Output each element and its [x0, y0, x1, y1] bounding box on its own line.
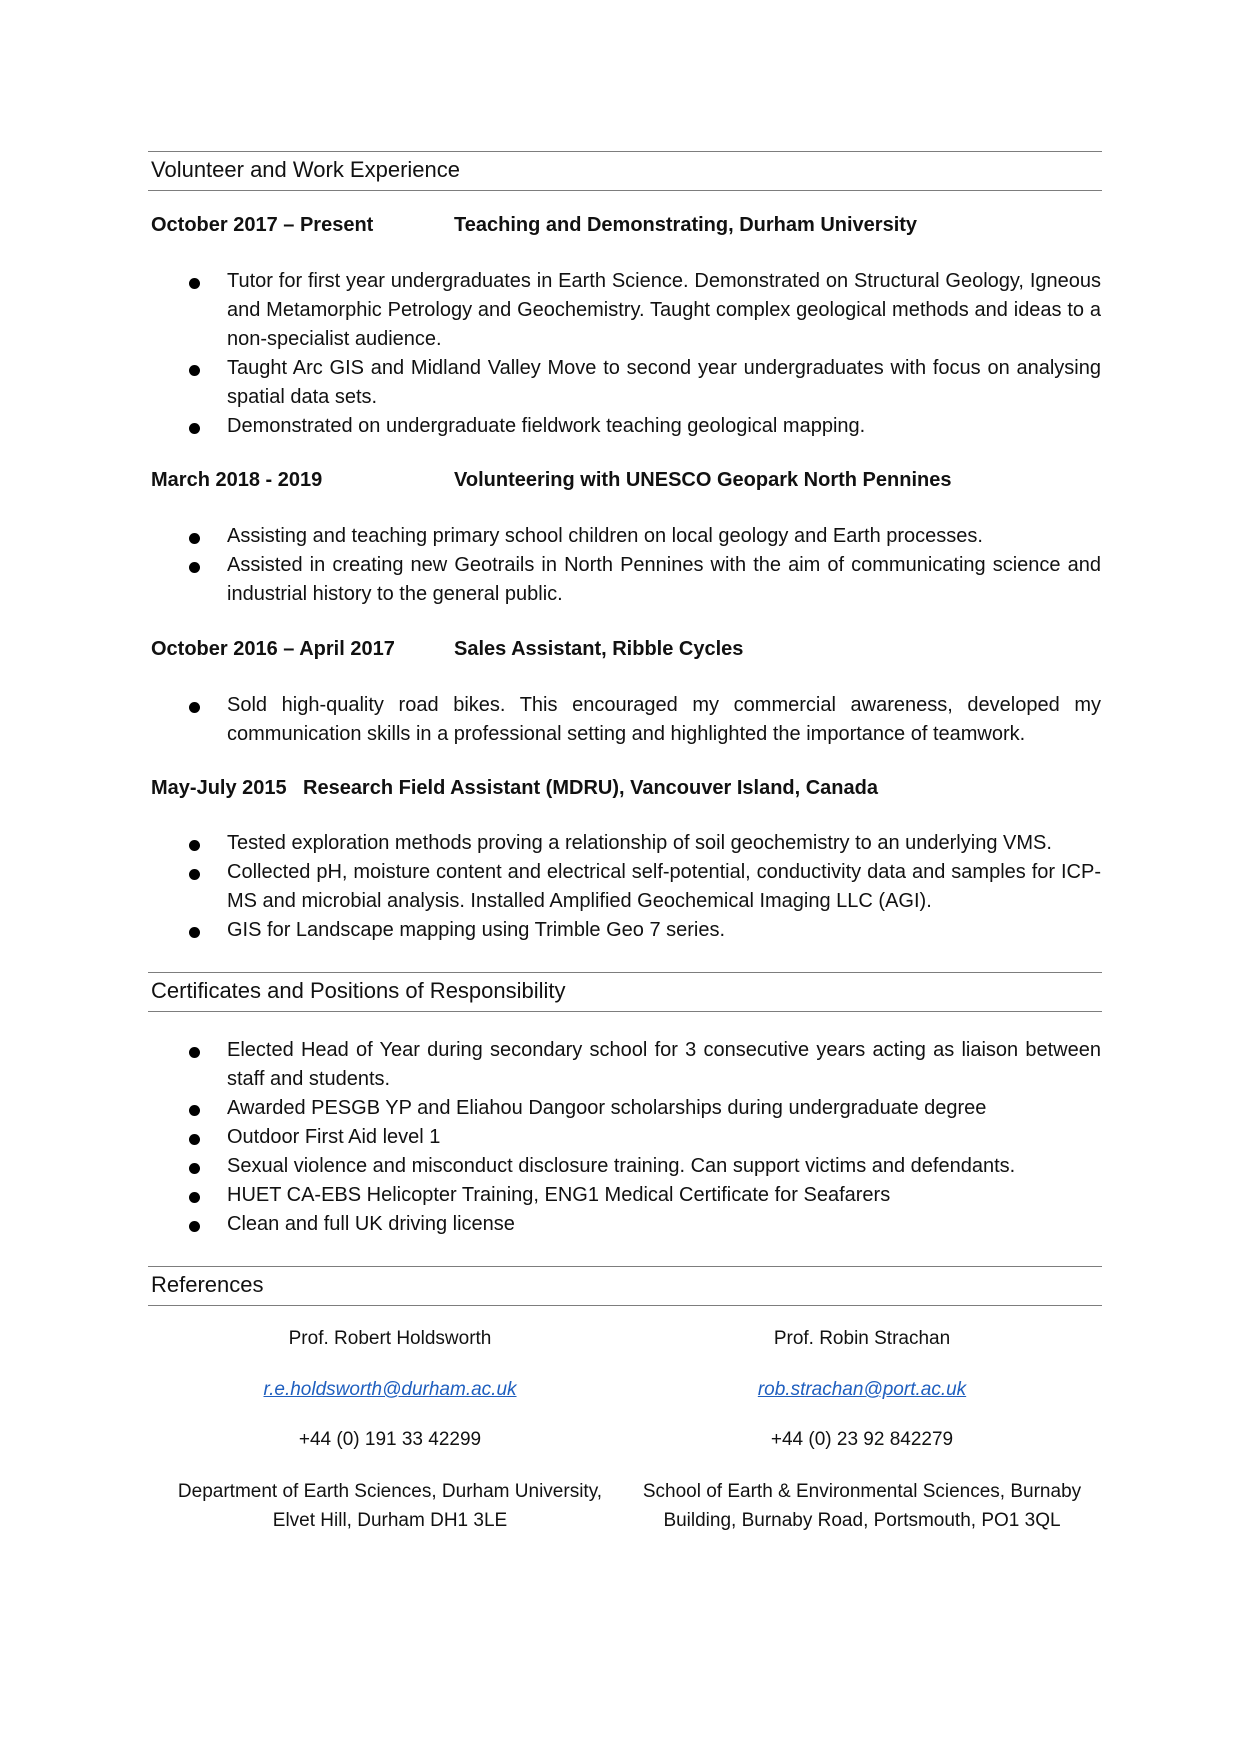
bullet-text: Outdoor First Aid level 1 [227, 1126, 441, 1148]
bullet-text: Elected Head of Year during secondary school for 3 consecutive years acting as liaison between staff and students. [227, 1039, 1101, 1090]
bullet-text: Clean and full UK driving license [227, 1213, 515, 1235]
entry-role: Sales Assistant, Ribble Cycles [454, 638, 744, 660]
list-item [151, 522, 1101, 551]
bullet-text: HUET CA-EBS Helicopter Training, ENG1 Medical Certificate for Seafarers [227, 1184, 891, 1206]
entry-date: October 2017 – Present [151, 214, 374, 236]
experience-bullet-list [151, 267, 1101, 441]
reference-address-line: Building, Burnaby Road, Portsmouth, PO1 3QL [663, 1510, 1061, 1531]
bullet-text: Sexual violence and misconduct disclosure training. Can support victims and defendants. [227, 1155, 1016, 1177]
list-item [151, 858, 1101, 916]
list-item [151, 412, 1101, 441]
reference-address [155, 1477, 625, 1535]
bullet-icon [189, 365, 200, 376]
list-item [151, 829, 1101, 858]
experience-entry-heading [151, 214, 1101, 242]
list-item [151, 267, 1101, 354]
reference-phone: +44 (0) 191 33 42299 [298, 1429, 482, 1450]
bullet-icon [189, 1192, 200, 1203]
bullet-icon [189, 1047, 200, 1058]
bullet-text: Awarded PESGB YP and Eliahou Dangoor scholarships during undergraduate degree [227, 1097, 987, 1119]
experience-bullet-list [151, 522, 1101, 609]
bullet-icon [189, 1134, 200, 1145]
list-item [151, 1210, 1101, 1239]
bullet-icon [189, 840, 200, 851]
experience-entry-heading [151, 638, 1101, 666]
list-item [151, 691, 1101, 749]
list-item [151, 1094, 1101, 1123]
list-item [151, 354, 1101, 412]
certificates-section-header [148, 972, 1102, 1012]
experience-entry-heading [151, 777, 1101, 805]
list-item [151, 916, 1101, 945]
reference-address-line: Elvet Hill, Durham DH1 3LE [272, 1510, 508, 1531]
experience-bullet-list [151, 691, 1101, 749]
reference-address [627, 1477, 1097, 1535]
list-item [151, 1036, 1101, 1094]
bullet-icon [189, 1105, 200, 1116]
entry-date: October 2016 – April 2017 [151, 638, 395, 660]
experience-entry-heading [151, 469, 1101, 497]
entry-date: March 2018 - 2019 [151, 469, 323, 491]
bullet-icon [189, 1221, 200, 1232]
list-item [151, 1123, 1101, 1152]
entry-role: Teaching and Demonstrating, Durham University [454, 214, 918, 236]
certificates-section-title: Certificates and Positions of Responsibility [151, 978, 566, 1003]
bullet-icon [189, 927, 200, 938]
bullet-icon [189, 562, 200, 573]
references-section-header [148, 1266, 1102, 1306]
bullet-text: Assisting and teaching primary school children on local geology and Earth processes. [227, 525, 983, 547]
reference-email-link[interactable]: r.e.holdsworth@durham.ac.uk [263, 1379, 517, 1400]
list-item [151, 1152, 1101, 1181]
reference-name: Prof. Robin Strachan [773, 1328, 951, 1349]
reference-name: Prof. Robert Holdsworth [288, 1328, 492, 1349]
bullet-icon [189, 278, 200, 289]
bullet-text: Assisted in creating new Geotrails in North Pennines with the aim of communicating science and industrial history to the general public. [227, 554, 1101, 605]
reference-phone: +44 (0) 23 92 842279 [770, 1429, 954, 1450]
reference-email-link[interactable]: rob.strachan@port.ac.uk [757, 1379, 967, 1400]
bullet-text: Tested exploration methods proving a relationship of soil geochemistry to an underlying VMS. [227, 832, 1052, 854]
bullet-text: Sold high-quality road bikes. This encouraged my commercial awareness, developed my communication skills in a professional setting and highlighted the importance of teamwork. [227, 694, 1101, 745]
reference-address-line: Department of Earth Sciences, Durham University, [177, 1481, 603, 1502]
entry-role: Volunteering with UNESCO Geopark North Pennines [454, 469, 952, 491]
bullet-text: Tutor for first year undergraduates in Earth Science. Demonstrated on Structural Geology, Igneous and Metamorphic Petrology and Geochemistry. Taught complex geological methods and ideas to a non-specialist audience. [227, 270, 1101, 350]
list-item [151, 551, 1101, 609]
experience-bullet-list [151, 829, 1101, 945]
bullet-icon [189, 869, 200, 880]
certificates-bullet-list [151, 1036, 1101, 1239]
bullet-text: Collected pH, moisture content and electrical self-potential, conductivity data and samples for ICP-MS and microbial analysis. Installed Amplified Geochemical Imaging LLC (AGI). [227, 861, 1101, 912]
bullet-icon [189, 1163, 200, 1174]
bullet-icon [189, 702, 200, 713]
bullet-text: Taught Arc GIS and Midland Valley Move to second year undergraduates with focus on analysing spatial data sets. [227, 357, 1101, 408]
bullet-text: Demonstrated on undergraduate fieldwork teaching geological mapping. [227, 415, 866, 437]
bullet-icon [189, 533, 200, 544]
references-section-title: References [151, 1272, 264, 1297]
experience-section-header [148, 151, 1102, 191]
entry-role: Research Field Assistant (MDRU), Vancouver Island, Canada [303, 777, 878, 799]
bullet-icon [189, 423, 200, 434]
bullet-text: GIS for Landscape mapping using Trimble Geo 7 series. [227, 919, 726, 941]
entry-date: May-July 2015 [151, 777, 287, 799]
reference-address-line: School of Earth & Environmental Sciences, Burnaby [642, 1481, 1082, 1502]
experience-section-title: Volunteer and Work Experience [151, 157, 460, 182]
list-item [151, 1181, 1101, 1210]
